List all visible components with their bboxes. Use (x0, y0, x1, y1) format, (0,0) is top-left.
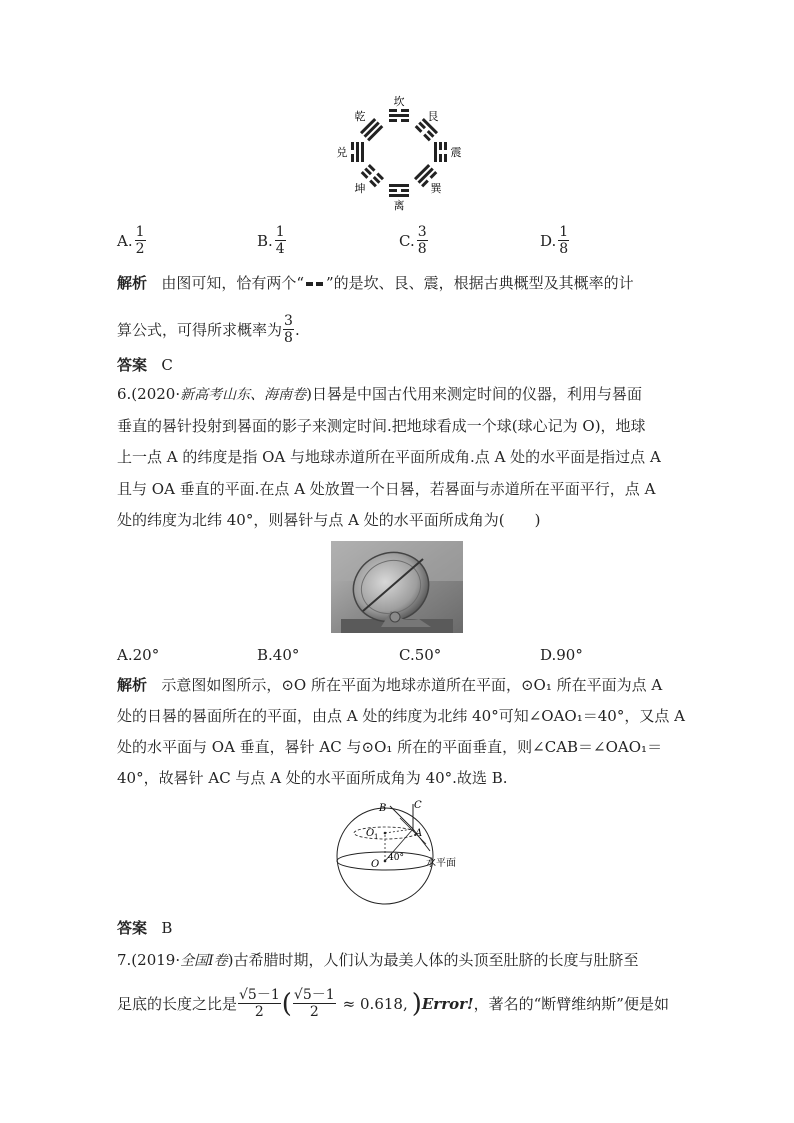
broken-line-icon (304, 279, 326, 289)
q6-option-c: C.50° (399, 646, 442, 664)
bagua-label-gen: 艮 (427, 110, 439, 123)
frac-numerator: 3 (417, 224, 427, 240)
bagua-diagram (336, 92, 462, 212)
label-o1: O (366, 828, 375, 839)
q7-line1-rest: )古希腊时期，人们认为最美人体的头顶至肚脐的长度与肚脐至 (227, 951, 639, 969)
q5-option-a (117, 224, 147, 257)
frac-denominator: 2 (135, 241, 145, 257)
trigram-dui-icon (351, 142, 364, 162)
bagua-label-zhen: 震 (450, 146, 462, 159)
frac-numerator: 1 (559, 224, 569, 240)
q6-answer (117, 918, 172, 938)
q5-probability-fraction (283, 313, 294, 346)
bagua-label-kun: 坤 (354, 182, 366, 195)
q7-fraction-1 (238, 987, 281, 1020)
q6-line4: 且与 OA 垂直的平面.在点 A 处放置一个日晷，若晷面与赤道所在平面平行，点 A (117, 480, 656, 498)
q5-option-a-label: A. (117, 231, 133, 250)
trigram-li-icon (389, 184, 409, 197)
bagua-label-li: 离 (393, 199, 405, 212)
sundial-image (331, 541, 463, 633)
q6-number: 6.(2020· (117, 385, 181, 403)
q6-line2: 垂直的晷针投射到晷面的影子来测定时间.把地球看成一个球(球心记为 O)，地球 (117, 417, 646, 435)
q6-line1 (117, 384, 642, 405)
q5-answer (117, 355, 173, 375)
analysis-label: 解析 (117, 676, 148, 694)
label-o1-sub: 1 (374, 833, 379, 841)
q6-analysis-line3: 处的水平面与 OA 垂直，晷针 AC 与⊙O₁ 所在的平面垂直，则∠CAB＝∠OAO₁＝ (117, 738, 663, 756)
q6-option-b: B.40° (257, 646, 300, 664)
label-angle: 40° (388, 853, 404, 863)
frac-denominator: 8 (284, 330, 293, 346)
q5-analysis-line1 (117, 273, 634, 293)
frac-denominator: 2 (309, 1004, 319, 1020)
q6-source: 新高考山东、海南卷 (180, 387, 307, 403)
label-plane: 水平面 (426, 858, 456, 869)
q7-line2-start: 足底的长度之比是 (117, 994, 238, 1013)
frac-numerator: 1 (275, 224, 285, 240)
label-o: O (371, 859, 380, 870)
analysis-line2-text: 算公式，可得所求概率为 (117, 320, 283, 339)
sphere-diagram (330, 796, 470, 906)
answer-value: B (161, 919, 173, 937)
sphere-svg (330, 796, 470, 906)
frac-numerator: √5－1 (293, 987, 335, 1003)
trigram-zhen-icon (434, 142, 447, 162)
bagua-label-dui: 兑 (336, 146, 348, 159)
q7-fraction-2 (293, 987, 336, 1020)
q5-option-d-label: D. (540, 231, 557, 250)
analysis-label: 解析 (117, 274, 148, 292)
q5-option-c-fraction (417, 224, 428, 257)
q6-line3: 上一点 A 的纬度是指 OA 与地球赤道所在平面所成角.点 A 处的水平面是指过点 A (117, 448, 661, 466)
q5-option-a-fraction (135, 224, 146, 257)
q5-option-b (257, 224, 287, 257)
label-a: A (415, 828, 423, 839)
label-c: C (414, 800, 422, 811)
frac-denominator: 8 (417, 241, 427, 257)
q5-option-d (540, 224, 570, 257)
trigram-kan-icon (389, 109, 409, 122)
q7-line2 (117, 987, 669, 1020)
q5-option-b-label: B. (257, 231, 273, 250)
error-text: Error! (421, 994, 474, 1013)
analysis-text-2: ”的是坎、艮、震，根据古典概型及其概率的计 (326, 274, 634, 292)
q6-analysis-line2: 处的日晷的晷面所在的平面，由点 A 处的纬度为北纬 40°可知∠OAO₁＝40°，又点 A (117, 707, 685, 725)
frac-denominator: 4 (275, 241, 285, 257)
bagua-label-qian: 乾 (354, 110, 366, 123)
analysis-text: 示意图如图所示，⊙O 所在平面为地球赤道所在平面，⊙O₁ 所在平面为点 A (161, 676, 663, 694)
frac-numerator: 1 (135, 224, 145, 240)
frac-numerator: √5－1 (239, 987, 280, 1003)
frac-denominator: 2 (254, 1004, 264, 1020)
q6-option-d: D.90° (540, 646, 583, 664)
q7-line1 (117, 950, 639, 971)
right-paren: ) (411, 988, 422, 1019)
frac-denominator: 8 (559, 241, 569, 257)
q7-approx: ≈ 0.618, (342, 994, 408, 1013)
answer-label: 答案 (117, 356, 148, 374)
q6-line1-rest: )日晷是中国古代用来测定时间的仪器，利用与晷面 (306, 385, 642, 403)
q5-analysis-line2: 算公式，可得所求概率为 $\frac{3}{8}$ . (117, 313, 300, 346)
q7-source: 全国Ⅰ卷 (180, 953, 228, 969)
q5-option-c-label: C. (399, 231, 415, 250)
q5-option-c (399, 224, 429, 257)
bagua-label-xun: 巽 (430, 182, 442, 195)
left-paren: ( (281, 988, 292, 1019)
sundial-photo (331, 541, 463, 633)
bagua-svg (336, 92, 462, 212)
analysis-text: 由图可知，恰有两个“ (161, 274, 304, 292)
q7-line2-end: ，著名的“断臂维纳斯”便是如 (473, 994, 669, 1013)
q6-option-a: A.20° (117, 646, 160, 664)
q6-line5: 处的纬度为北纬 40°，则晷针与点 A 处的水平面所成角为( ) (117, 511, 541, 529)
q7-number: 7.(2019· (117, 951, 181, 969)
q6-analysis-line4: 40°，故晷针 AC 与点 A 处的水平面所成角为 40°.故选 B. (117, 769, 508, 787)
label-b: B (379, 803, 387, 814)
q6-analysis-line1 (117, 675, 662, 695)
frac-numerator: 3 (284, 313, 293, 329)
answer-label: 答案 (117, 919, 148, 937)
q5-option-d-fraction (558, 224, 569, 257)
bagua-label-kan: 坎 (393, 95, 405, 108)
q5-option-b-fraction (275, 224, 286, 257)
answer-value: C (161, 356, 173, 374)
